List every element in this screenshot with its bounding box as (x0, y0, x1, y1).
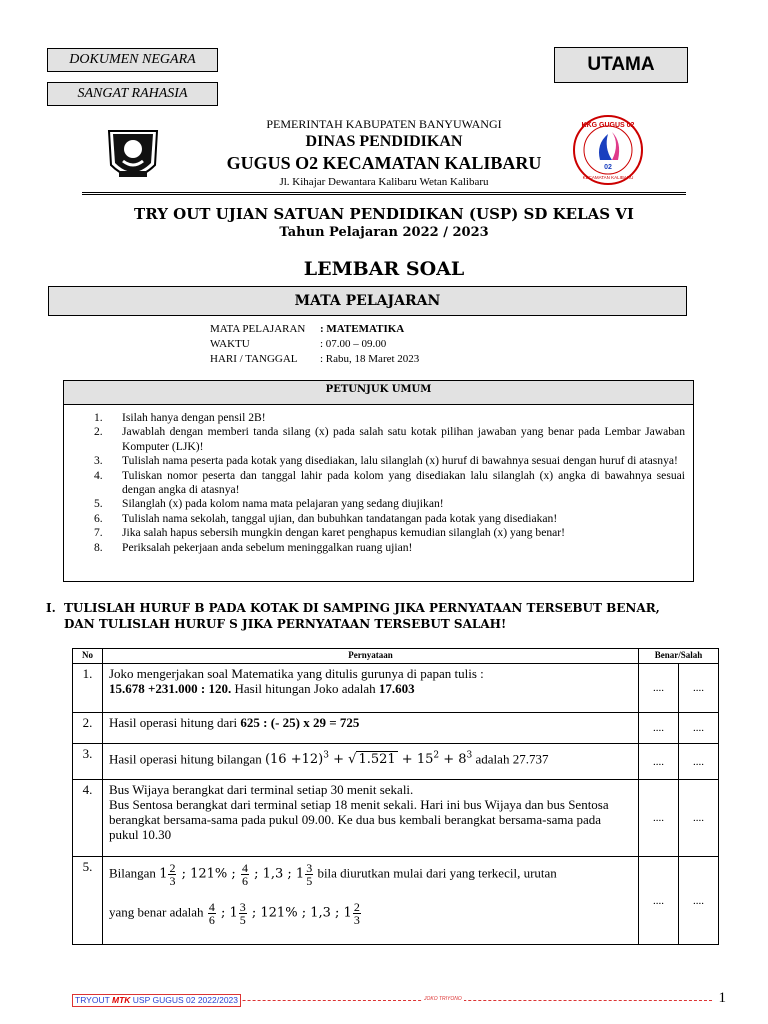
list-item: 8. Periksalah pekerjaan anda sebelum meninggalkan ruang ujian! (94, 540, 413, 554)
footer-label: TRYOUT MTK USP GUGUS 02 2022/2023 (72, 994, 241, 1007)
header-alamat: Jl. Kihajar Dewantara Kalibaru Wetan Kalibaru (279, 176, 489, 188)
title-tryout: TRY OUT UJIAN SATUAN PENDIDIKAN (USP) SD KELAS VI (134, 205, 634, 223)
list-item: 2. Jawablah dengan memberi tanda silang (x) pada salah satu kotak pilihan jawaban yang benar pada Lembar Jawaban Komputer (LJK)! (94, 425, 685, 453)
footer-author: JOKO TRIYONO (424, 996, 462, 1002)
answer-box[interactable]: .... (639, 713, 679, 744)
list-item: 1. Isilah hanya dengan pensil 2B! (94, 411, 266, 424)
info-waktu-value: : 07.00 – 09.00 (320, 338, 387, 350)
header-gugus: GUGUS O2 KECAMATAN KALIBARU (226, 153, 542, 173)
page-footer (66, 992, 726, 1008)
label-sangat-rahasia: SANGAT RAHASIA (47, 82, 218, 106)
answer-box[interactable]: .... (679, 664, 719, 713)
table-row: 4. Bus Wijaya berangkat dari terminal setiap 30 menit sekali. Bus Sentosa berangkat dari terminal setiap 18 menit sekali. Hari ini bus Wijaya dan bus Sentosa berangkat bersama-sama pada pukul 09.00. Ke dua bus kembali berangkat bersama-sama pada pukul 10.30 .... .... (73, 780, 719, 857)
info-mapel-key: MATA PELAJARAN (210, 323, 306, 335)
answer-box[interactable]: .... (639, 664, 679, 713)
info-mapel-value: : MATEMATIKA (320, 323, 405, 335)
answer-box[interactable]: .... (639, 780, 679, 857)
info-hari (210, 353, 419, 365)
col-benar-salah: Benar/Salah (639, 649, 719, 664)
table-row: 1. Joko mengerjakan soal Matematika yang ditulis gurunya di papan tulis : 15.678 +231.000 : 120. Hasil hitungan Joko adalah 17.603 .... .... (73, 664, 719, 713)
soal-table (72, 648, 719, 945)
answer-box[interactable]: .... (679, 744, 719, 780)
petunjuk-list (64, 405, 693, 555)
table-row: 2. Hasil operasi hitung dari 625 : (- 25) x 29 = 725 .... .... (73, 713, 719, 744)
list-item: 6. Tulislah nama sekolah, tanggal ujian, dan bubuhkan tandatangan pada kotak yang disediakan! (94, 511, 558, 525)
label-dokumen-negara: DOKUMEN NEGARA (47, 48, 218, 72)
list-item: 4. Tuliskan nomor peserta dan tanggal lahir pada kolom yang disediakan lalu silanglah (x) angka di bawahnya sesuai dengan angka di atasnya! (94, 468, 685, 497)
table-header-row (73, 649, 719, 664)
list-item: 3. Tulislah nama peserta pada kotak yang disediakan, lalu silanglah (x) huruf di bawahnya sesuai dengan huruf di atasnya! (94, 454, 678, 468)
table-row: 5. Bilangan 1 $\frac{2}{3}$ ; 121% ; $\frac{4}{6}$ ; 1,3 ; 1 $\frac{3}{5}$ bila diurutkan mulai dari yang terkecil, urutan yang benar adalah $\frac{4}{6}$ ; 1 $\frac{3}{5}$ ; 121% ; 1,3 ; 1 $\frac{2}{3}$ .... .... (73, 857, 719, 945)
label-utama: UTAMA (554, 47, 688, 83)
title-tahun: Tahun Pelajaran 2022 / 2023 (279, 225, 489, 240)
answer-box[interactable]: .... (639, 744, 679, 780)
col-no: No (73, 649, 103, 664)
logo-right-bottom-text: KECAMATAN KALIBARU (582, 175, 634, 180)
section-title (46, 600, 686, 632)
petunjuk-title: PETUNJUK UMUM (64, 381, 693, 405)
petunjuk-umum-box (63, 380, 694, 582)
list-item: 7. Jika salah hapus sebersih mungkin dengan karet penghapus kemudian silanglah (x) yang benar! (94, 526, 566, 540)
page-number: 1 (718, 990, 726, 1006)
info-hari-value: : Rabu, 18 Maret 2023 (320, 353, 420, 365)
answer-box[interactable]: .... (679, 857, 719, 945)
logo-right-num-text: 02 (604, 164, 612, 171)
answer-box[interactable]: .... (679, 713, 719, 744)
answer-box[interactable]: .... (639, 857, 679, 945)
list-item: 5. Silanglah (x) pada kolom nama mata pelajaran yang sedang diujikan! (94, 497, 444, 511)
col-pernyataan: Pernyataan (103, 649, 639, 664)
info-mapel (210, 323, 404, 335)
info-waktu-key: WAKTU (210, 338, 250, 350)
answer-box[interactable]: .... (679, 780, 719, 857)
section-number: I. (46, 601, 56, 615)
header-pemerintah: PEMERINTAH KABUPATEN BANYUWANGI (266, 117, 502, 131)
header-divider (82, 192, 686, 195)
logo-right-top-text: KKG GUGUS 02 (581, 122, 635, 129)
section-text: TULISLAH HURUF B PADA KOTAK DI SAMPING JIKA PERNYATAAN TERSEBUT BENAR, DAN TULISLAH HURUF S JIKA PERNYATAAN TERSEBUT SALAH! (64, 601, 660, 631)
mata-pelajaran-box: MATA PELAJARAN (48, 286, 687, 316)
info-hari-key: HARI / TANGGAL (210, 353, 298, 365)
header-dinas: DINAS PENDIDIKAN (305, 133, 463, 150)
table-row: 3. Hasil operasi hitung bilangan $(16 +12)^3$ + √ $1.521 + 15^2 + 8^3$ adalah 27.737 .... .... (73, 744, 719, 780)
info-waktu (210, 338, 386, 350)
title-lembar-soal: LEMBAR SOAL (303, 258, 465, 280)
